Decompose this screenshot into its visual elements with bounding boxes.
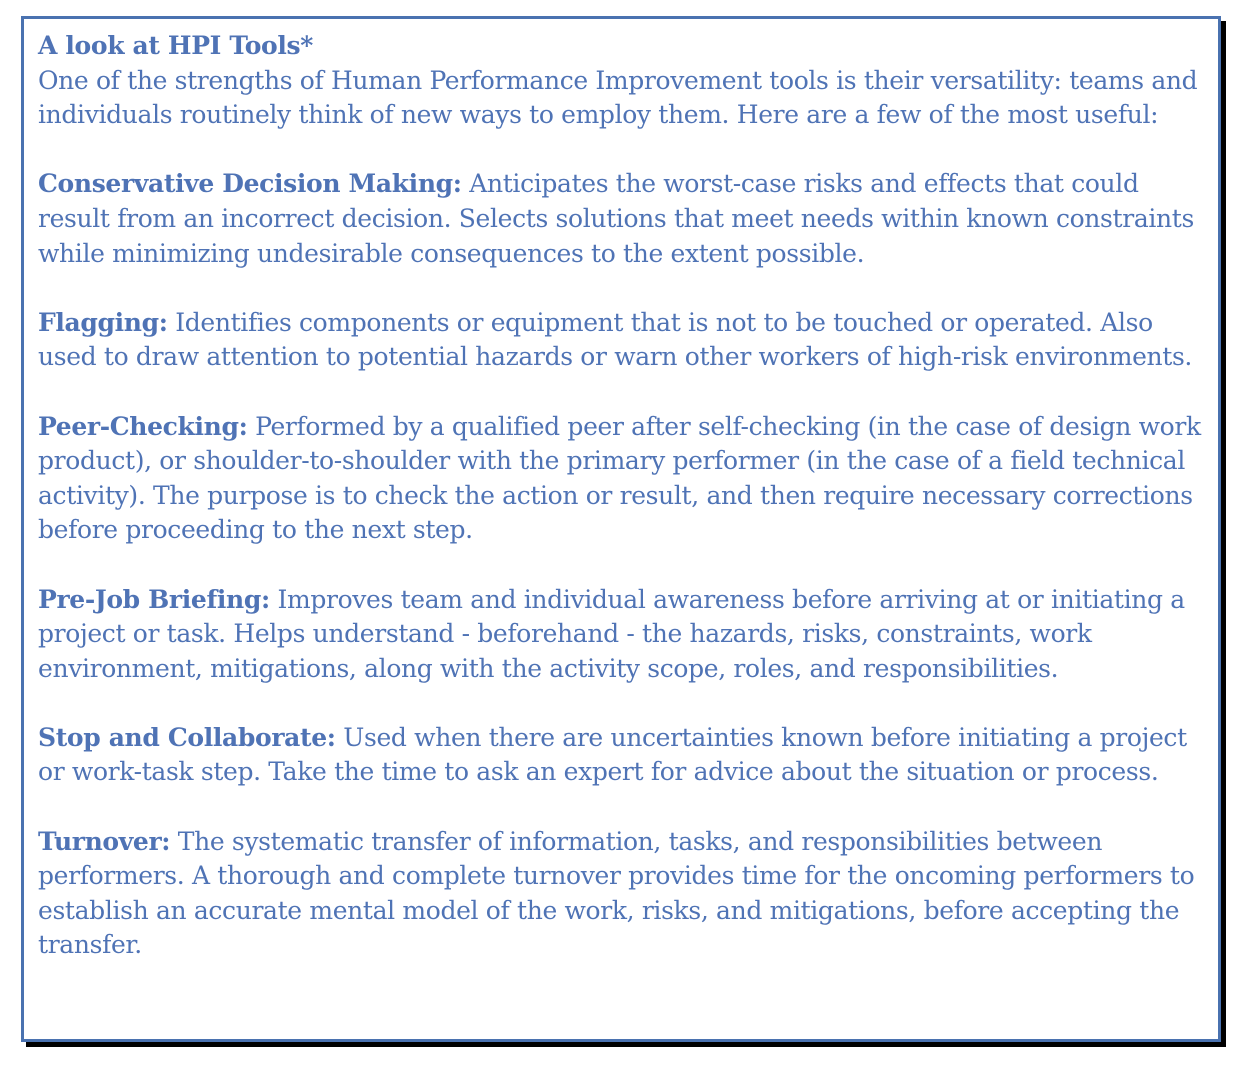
tool-description: Performed by a qualified peer after self-checking (in the case of design work product), or shoulder-to-shoulder with the primary performer (in the case of a field technical activity). The purpose is to check the action or result, and then require necessary corrections before proceeding to the next step. [38,411,1201,545]
hpi-tools-sidebar-box [21,16,1221,1042]
intro-paragraph: One of the strengths of Human Performance Improvement tools is their versatility: teams and individuals routinely think of new ways to employ them. Here are a few of the most useful: [38,65,1198,130]
tool-conservative-decision-making [38,167,1204,271]
tool-term: Conservative Decision Making: [38,169,462,199]
tool-turnover [38,825,1204,963]
tool-peer-checking [38,410,1204,548]
tool-description: Improves team and individual awareness before arriving at or initiating a project or task. Helps understand - beforehand - the hazards, risks, constraints, work environment, mitigations, along with the activity scope, roles, and responsibilities. [38,584,1185,683]
tool-term: Flagging: [38,307,168,337]
tool-description: Identifies components or equipment that is not to be touched or operated. Also used to draw attention to potential hazards or warn other workers of high-risk environments. [38,307,1193,372]
tool-description: Used when there are uncertainties known before initiating a project or work-task step. Take the time to ask an expert for advice about the situation or process. [38,722,1187,787]
tool-description: The systematic transfer of information, tasks, and responsibilities between performers. A thorough and complete turnover provides time for the oncoming performers to establish an accurate mental model of the work, risks, and mitigations, before accepting the transfer. [38,826,1195,960]
tool-term: Turnover: [38,826,171,856]
tool-term: Pre-Job Briefing: [38,584,270,614]
tool-description: Anticipates the worst-case risks and effects that could result from an incorrect decision. Selects solutions that meet needs within known constraints while minimizing undesirable consequences to the extent possible. [38,169,1194,268]
box-title: A look at HPI Tools* [38,31,313,60]
tool-stop-and-collaborate [38,721,1204,790]
tool-flagging [38,306,1204,375]
tool-term: Stop and Collaborate: [38,722,336,752]
tool-pre-job-briefing [38,583,1204,687]
tool-term: Peer-Checking: [38,411,248,441]
